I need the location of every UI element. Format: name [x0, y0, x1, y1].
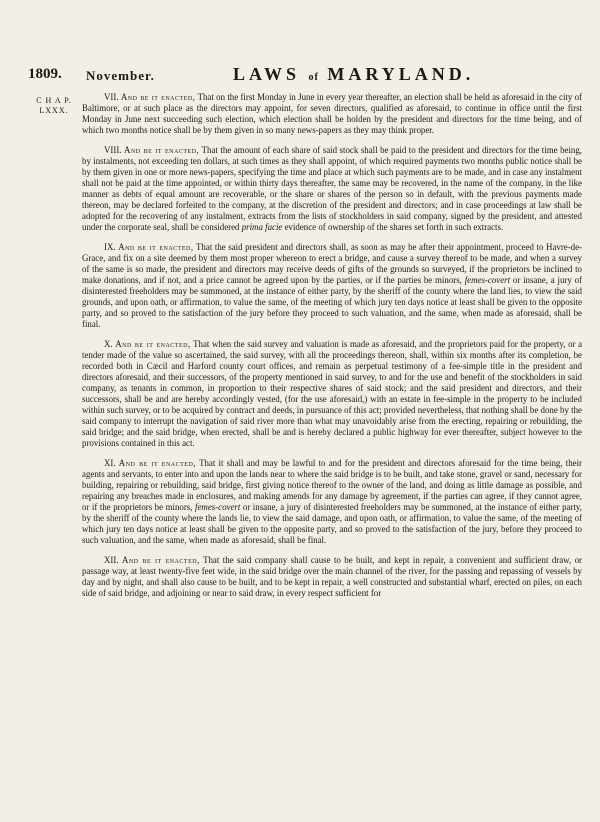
section-text-continued: or insane, a jury of disinterested freeholders may be summoned, at the instance of either party, by the sheriff of the county where the lands lie, to view the said damage, and upon oath, or affirmation, to value the same, of the meeting of which jury ten days notice at least shall be given to the opposite party, and so proved to the satisfaction of the jury, before they proceed to such valuation, and the same, when made as aforesaid, shall be final. — [82, 502, 583, 545]
section-lead: And be it enacted, — [118, 458, 197, 468]
section-italic-term: femes-covert — [464, 275, 511, 285]
section-text: That the said company shall cause to be built, and kept in repair, a convenient and sufficient draw, or passage way, at least twenty-five feet wide, in the said bridge over the main channel of the river, for the passing and repassing of vessels by day and by night, and shall also cause to be built, and to be kept in repair, a well constructed and substantial wharf, erected on piles, on each side of said bridge, and adjoining or near to said draw, in every respect sufficient for — [82, 555, 582, 598]
section-ix — [82, 242, 582, 330]
section-numeral: IX. — [104, 242, 116, 252]
section-numeral: VII. — [104, 92, 119, 102]
section-text: That the said president and directors shall, as soon as may be after their appointment, proceed to Havre-de-Grace, and fix on a site deemed by them most proper whereon to erect a bridge, and cause a survey thereof to be made, and when a survey of the same is so made, the president and directors may receive deeds of gifts of the grounds so surveyed, if the proprietors be inclined to make donations, and if not, and a price cannot be agreed upon by the parties, or if the parties be minors, — [82, 242, 583, 285]
section-lead: And be it enacted, — [124, 145, 200, 155]
chapter-margin-note — [32, 96, 76, 116]
section-text: That the amount of each share of said stock shall be paid to the president and directors for the time being, by instalments, not exceeding ten dollars, at such times as they shall appoint, of which required payments two months public notice shall be by them given in one or more news-papers, specifying the time and place at which such payments are to be made, and in case any instalment shall not be paid at the time appointed, or within thirty days thereafter, the same may be recovered, in the name of the company, in the like manner as debts of equal amount are recoverable, or the share or shares of the person so in default, with the previous payments made thereon, may be declared forfeited to the company, at the discretion of the president and directors; and in case proceedings at law shall be adopted for the recovering of any instalment, extracts from the lists of stockholders in said company, signed by the president, and attested under the corporate seal, shall be considered — [82, 145, 583, 232]
section-x — [82, 339, 582, 449]
section-xi — [82, 458, 582, 546]
section-numeral: X. — [104, 339, 113, 349]
section-lead: And be it enacted, — [120, 92, 196, 102]
section-vii — [82, 92, 582, 136]
running-header — [28, 64, 580, 88]
chapter-label: C H A P. — [36, 96, 72, 105]
header-title-main: LAWS — [233, 64, 301, 84]
section-numeral: XII. — [104, 555, 119, 565]
section-lead: And be it enacted, — [121, 555, 200, 565]
section-numeral: VIII. — [104, 145, 122, 155]
chapter-number: LXXX. — [39, 106, 69, 115]
section-text: That on the first Monday in June in every year thereafter, an election shall be held as aforesaid in the city of Baltimore, or at such place as the directors may appoint, for seven directors, qualified as aforesaid, to continue in office until the first Monday in June next succeeding such election, which election shall be holden by the president and directors for the time being, and of which two months notice shall be by them given in so many news-papers as they may think proper. — [82, 92, 583, 135]
section-xii — [82, 555, 582, 599]
section-viii — [82, 145, 582, 233]
section-numeral: XI. — [104, 458, 116, 468]
header-title — [233, 64, 474, 85]
section-text: That it shall and may be lawful to and for the president and directors aforesaid for the time being, their agents and servants, to enter into and upon the lands near to where the said bridge is to be built, and take stone, gravel or sand, necessary for building, repairing or rebuilding, said bridge, first giving notice thereof to the owner of the land, and doing as little damage as possible, and repairing any breaches made in enclosures, and making amends for any damage by agreement, if the parties can agree, if they cannot agree, or if the proprietors be minors, — [82, 458, 583, 512]
section-text: That when the said survey and valuation is made as aforesaid, and the proprietors paid for the property, or a tender made of the value so ascertained, the said survey, with all the proceedings thereon, shall, within six months after its completion, be recorded both in Cæcil and Harford county court offices, and remain as perpetual testimony of a fee-simple title in the president and directors aforesaid, and their successors, of the property mentioned in said survey, to and for the use and benefit of the stockholders in said company, as tenants in common, in proportion to their respective shares of said stock; and the said president and directors, and their successors, shall be and are hereby accordingly vested, (for the use aforesaid,) with an estate in fee-simple in the property to be included within such survey, or to be acquired by contract and deeds, in pursuance of this act; provided nevertheless, that nothing shall be done by the said company to interrupt the navigation of said river more than what may unavoidably arise from the erecting, repairing or rebuilding, the said bridge; and the said bridge, when erected, shall be and is hereby declared a public highway for ever thereafter, subject however to the provisions contained in this act. — [82, 339, 583, 448]
section-lead: And be it enacted, — [118, 242, 194, 252]
header-month: November. — [86, 68, 155, 83]
header-title-of: of — [308, 72, 319, 83]
header-title-state: MARYLAND. — [327, 64, 475, 84]
section-text-continued: evidence of ownership of the shares set forth in such extracts. — [284, 222, 504, 232]
section-lead: And be it enacted, — [115, 339, 191, 349]
section-italic-term: femes-covert — [195, 502, 241, 512]
section-italic-term: prima facie — [241, 222, 283, 232]
page-body — [82, 92, 582, 608]
section-text-continued: or insane, a jury of disinterested freeholders may be summoned, at the instance of either party, by the sheriff of the county where the land lies, to view the said grounds, and upon oath, or affirmation, to value the same, of the meeting of which jury ten days notice at least shall be given to the opposite party, and so proved to the satisfaction of the jury before they proceed to such valuation, and the same, when made as aforesaid, shall be final. — [82, 275, 583, 329]
header-year: 1809. — [28, 66, 62, 82]
